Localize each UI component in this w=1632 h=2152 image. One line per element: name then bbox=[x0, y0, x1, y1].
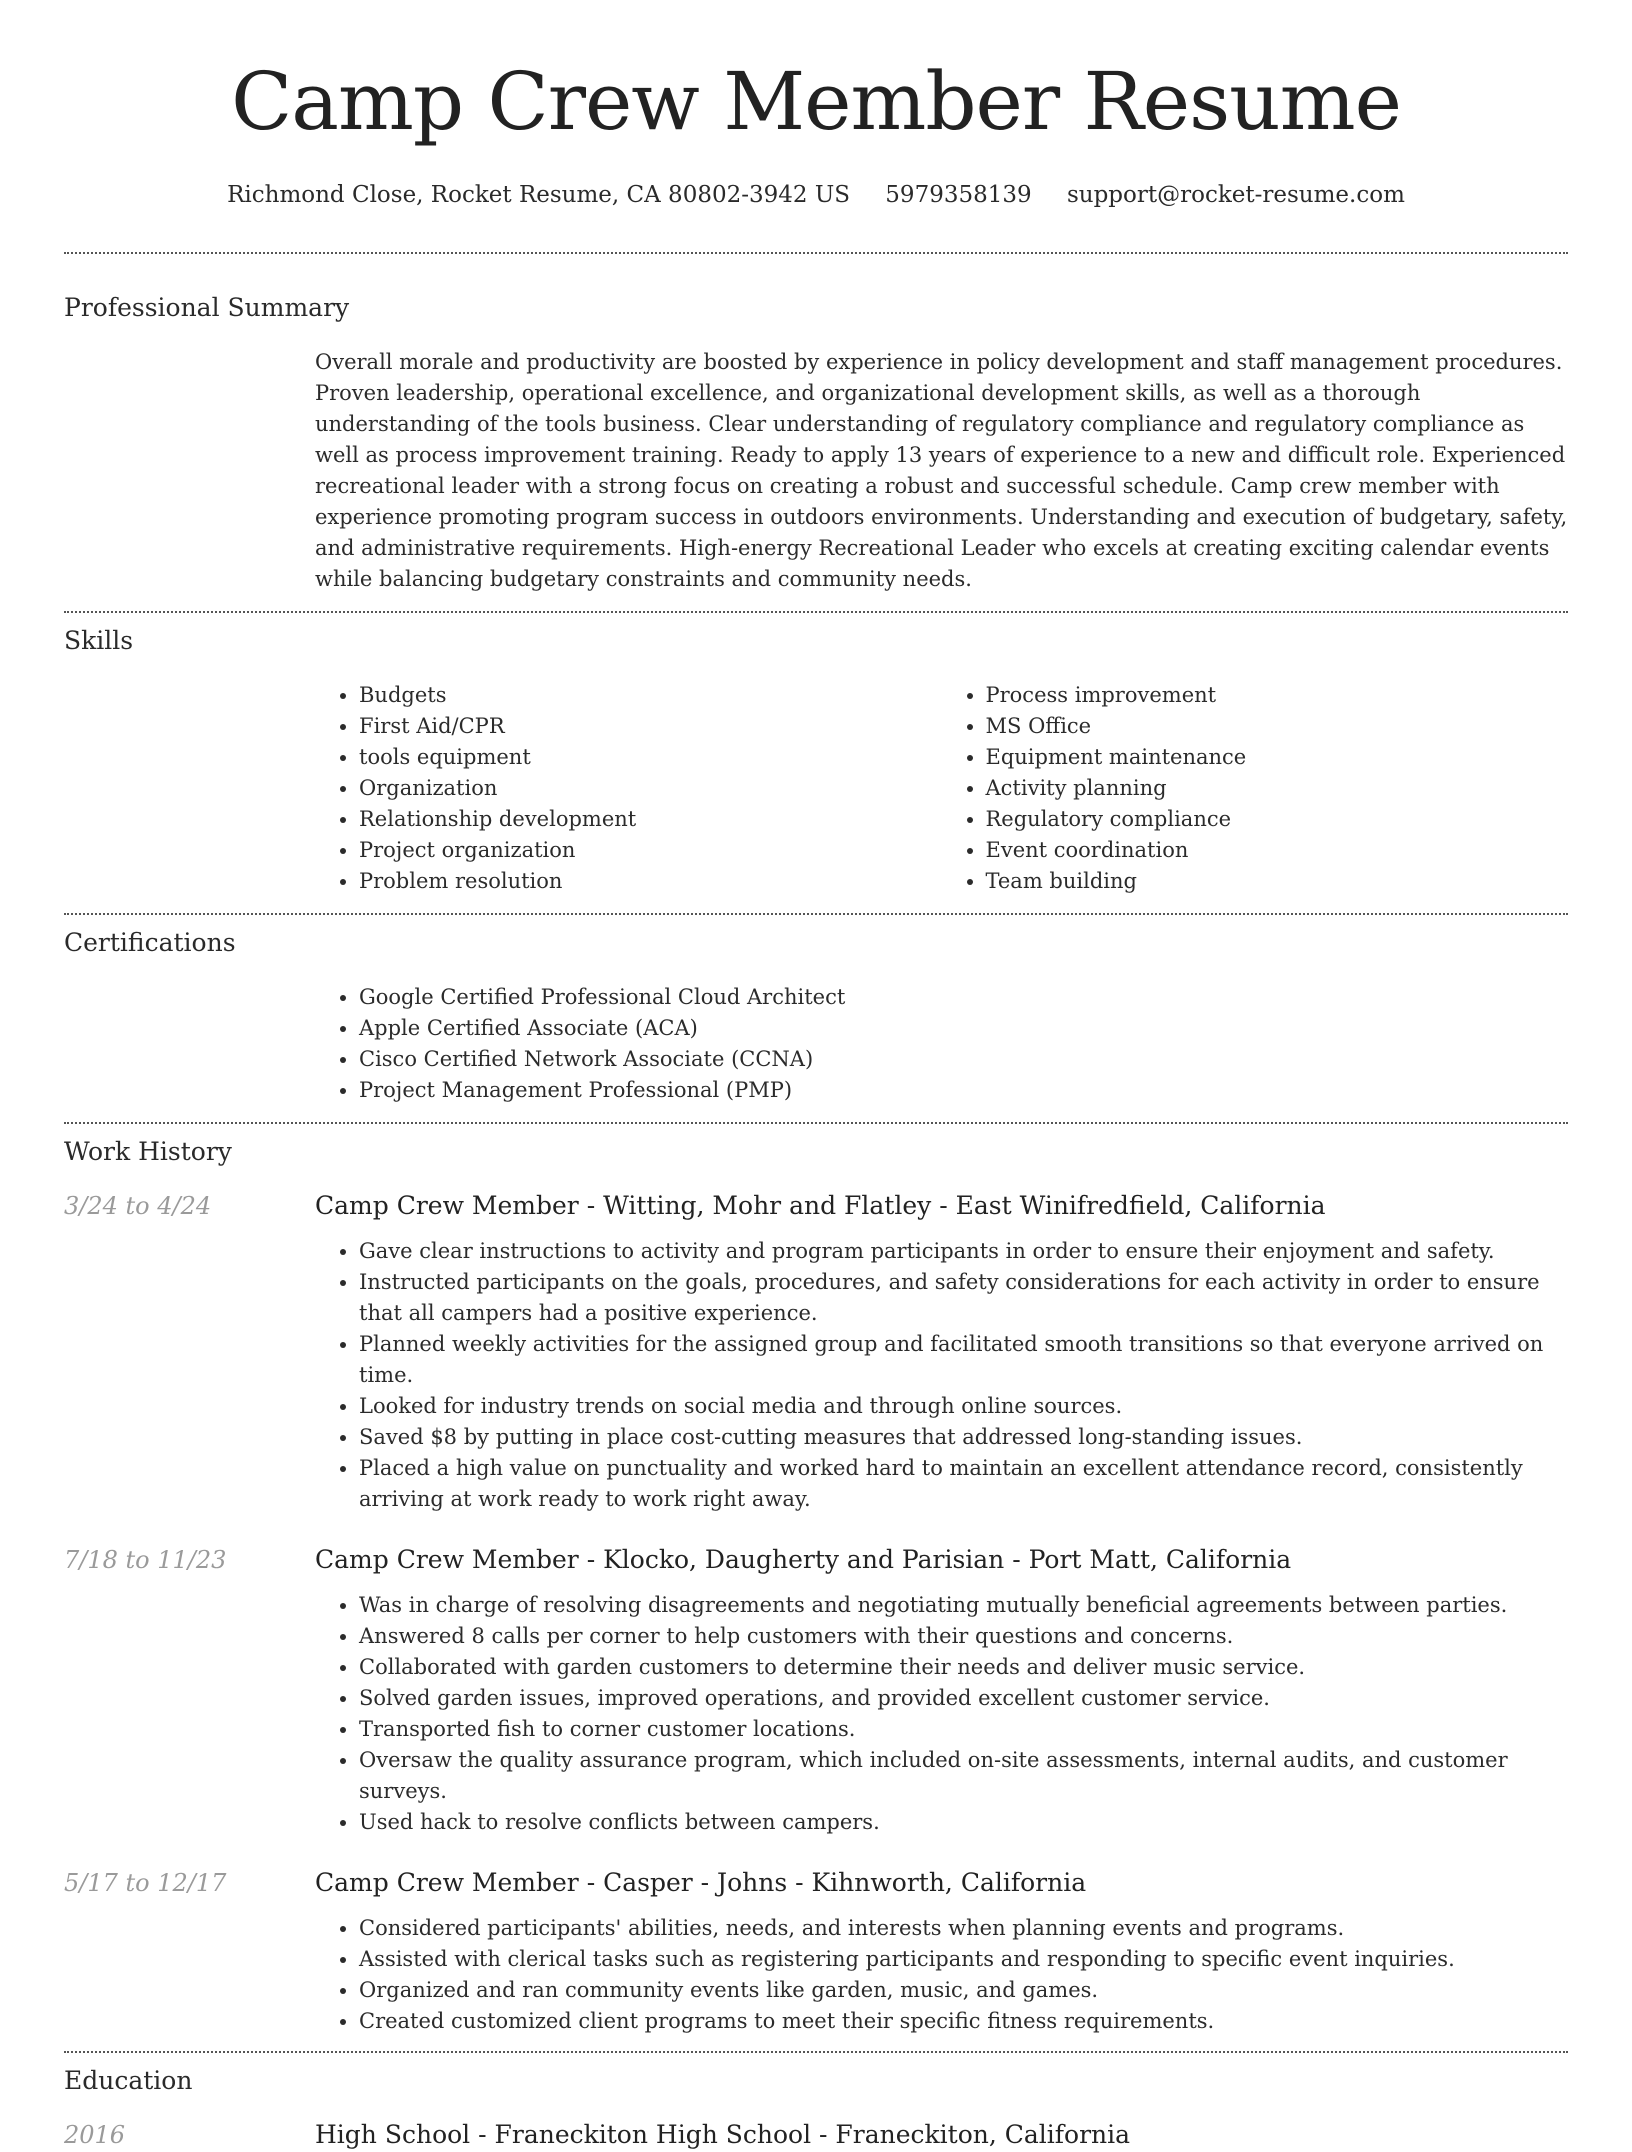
job-duty: • Used hack to resolve conflicts between campers. bbox=[359, 1807, 1568, 1838]
skill-item: • Equipment maintenance bbox=[986, 742, 1569, 773]
job-duty: • Oversaw the quality assurance program, which included on-site assessments, internal audits, and customer surveys. bbox=[359, 1745, 1568, 1807]
skills-heading: Skills bbox=[64, 626, 134, 655]
skill-item: • tools equipment bbox=[359, 742, 942, 773]
skill-item: • First Aid/CPR bbox=[359, 711, 942, 742]
skill-item: • Team building bbox=[986, 866, 1569, 897]
certification-item: • Google Certified Professional Cloud Architect bbox=[359, 982, 1568, 1013]
job-duty: • Placed a high value on punctuality and worked hard to maintain an excellent attendance record, consistently arriving at work ready to work right away. bbox=[359, 1453, 1568, 1515]
job-duty: • Transported fish to corner customer locations. bbox=[359, 1714, 1568, 1745]
job-duty: • Solved garden issues, improved operations, and provided excellent customer service. bbox=[359, 1683, 1568, 1714]
job-entry bbox=[64, 1866, 1568, 2037]
job-duties-list bbox=[315, 1590, 1568, 1838]
education-header bbox=[64, 2118, 1568, 2152]
job-duties bbox=[315, 1590, 1568, 1838]
job-title: Camp Crew Member - Casper - Johns - Kihnworth, California bbox=[315, 1868, 1087, 1897]
skill-item: • Organization bbox=[359, 773, 942, 804]
contact-address: Richmond Close, Rocket Resume, CA 80802-3942 US bbox=[227, 182, 850, 208]
job-duty: • Planned weekly activities for the assigned group and facilitated smooth transitions so that everyone arrived on time. bbox=[359, 1329, 1568, 1391]
job-header bbox=[64, 1189, 1568, 1223]
skill-item: • MS Office bbox=[986, 711, 1569, 742]
skills-list-right bbox=[942, 680, 1569, 897]
job-duty: • Organized and ran community events like garden, music, and games. bbox=[359, 1975, 1568, 2006]
summary-section bbox=[64, 254, 1568, 595]
skill-item: • Relationship development bbox=[359, 804, 942, 835]
certifications-section bbox=[64, 915, 1568, 1106]
job-duty: • Looked for industry trends on social media and through online sources. bbox=[359, 1391, 1568, 1422]
job-duty: • Assisted with clerical tasks such as registering participants and responding to specific event inquiries. bbox=[359, 1944, 1568, 1975]
job-title: Camp Crew Member - Klocko, Daugherty and Parisian - Port Matt, California bbox=[315, 1545, 1292, 1574]
skill-item: • Activity planning bbox=[986, 773, 1569, 804]
job-duties bbox=[315, 1236, 1568, 1515]
work-history-heading: Work History bbox=[64, 1137, 232, 1166]
job-duties-list bbox=[315, 1236, 1568, 1515]
certifications-heading: Certifications bbox=[64, 928, 236, 957]
certification-item: • Project Management Professional (PMP) bbox=[359, 1075, 1568, 1106]
certification-item: • Apple Certified Associate (ACA) bbox=[359, 1013, 1568, 1044]
skill-item: • Project organization bbox=[359, 835, 942, 866]
education-title: High School - Franeckiton High School - Franeckiton, California bbox=[315, 2120, 1131, 2149]
certification-item: • Cisco Certified Network Associate (CCNA) bbox=[359, 1044, 1568, 1075]
education-entry bbox=[64, 2118, 1568, 2152]
job-date: 5/17 to 12/17 bbox=[64, 1869, 227, 1897]
skill-item: • Regulatory compliance bbox=[986, 804, 1569, 835]
skill-item: • Budgets bbox=[359, 680, 942, 711]
resume-title: Camp Crew Member Resume bbox=[231, 55, 1401, 148]
education-date: 2016 bbox=[64, 2121, 126, 2149]
contact-email: support@rocket-resume.com bbox=[1066, 182, 1405, 208]
certifications-body bbox=[315, 982, 1568, 1106]
skills-grid bbox=[315, 680, 1568, 897]
job-duty: • Instructed participants on the goals, procedures, and safety considerations for each activity in order to ensure that all campers had a positive experience. bbox=[359, 1267, 1568, 1329]
certifications-list bbox=[315, 982, 1568, 1106]
contact-line bbox=[64, 178, 1568, 212]
job-duty: • Answered 8 calls per corner to help customers with their questions and concerns. bbox=[359, 1621, 1568, 1652]
job-header bbox=[64, 1543, 1568, 1577]
job-header bbox=[64, 1866, 1568, 1900]
job-duties-list bbox=[315, 1913, 1568, 2037]
job-entry bbox=[64, 1543, 1568, 1838]
job-duty: • Collaborated with garden customers to determine their needs and deliver music service. bbox=[359, 1652, 1568, 1683]
job-duty: • Gave clear instructions to activity and program participants in order to ensure their enjoyment and safety. bbox=[359, 1236, 1568, 1267]
job-date: 7/18 to 11/23 bbox=[64, 1546, 227, 1574]
job-duties bbox=[315, 1913, 1568, 2037]
work-history-section bbox=[64, 1124, 1568, 2037]
job-entry bbox=[64, 1189, 1568, 1515]
skills-section bbox=[64, 613, 1568, 897]
education-section bbox=[64, 2053, 1568, 2152]
summary-heading: Professional Summary bbox=[64, 293, 350, 322]
summary-text: Overall morale and productivity are boosted by experience in policy development and staff management procedures. Proven leadership, operational excellence, and organizational development skills, as well as a thorough understanding of the tools business. Clear understanding of regulatory compliance and regulatory compliance as well as process improvement training. Ready to apply 13 years of experience to a new and difficult role. Experienced recreational leader with a strong focus on creating a robust and successful schedule. Camp crew member with experience promoting program success in outdoors environments. Understanding and execution of budgetary, safety, and administrative requirements. High-energy Recreational Leader who excels at creating exciting calendar events while balancing budgetary constraints and community needs. bbox=[315, 350, 1568, 591]
job-duty: • Was in charge of resolving disagreements and negotiating mutually beneficial agreements between parties. bbox=[359, 1590, 1568, 1621]
job-duty: • Saved $8 by putting in place cost-cutting measures that addressed long-standing issues. bbox=[359, 1422, 1568, 1453]
job-title: Camp Crew Member - Witting, Mohr and Flatley - East Winifredfield, California bbox=[315, 1191, 1326, 1220]
skill-item: • Problem resolution bbox=[359, 866, 942, 897]
job-duty: • Considered participants' abilities, needs, and interests when planning events and programs. bbox=[359, 1913, 1568, 1944]
job-date: 3/24 to 4/24 bbox=[64, 1192, 212, 1220]
skill-item: • Process improvement bbox=[986, 680, 1569, 711]
contact-phone: 5979358139 bbox=[885, 182, 1032, 208]
skill-item: • Event coordination bbox=[986, 835, 1569, 866]
education-heading: Education bbox=[64, 2066, 193, 2095]
job-duty: • Created customized client programs to meet their specific fitness requirements. bbox=[359, 2006, 1568, 2037]
skills-list-left bbox=[315, 680, 942, 897]
